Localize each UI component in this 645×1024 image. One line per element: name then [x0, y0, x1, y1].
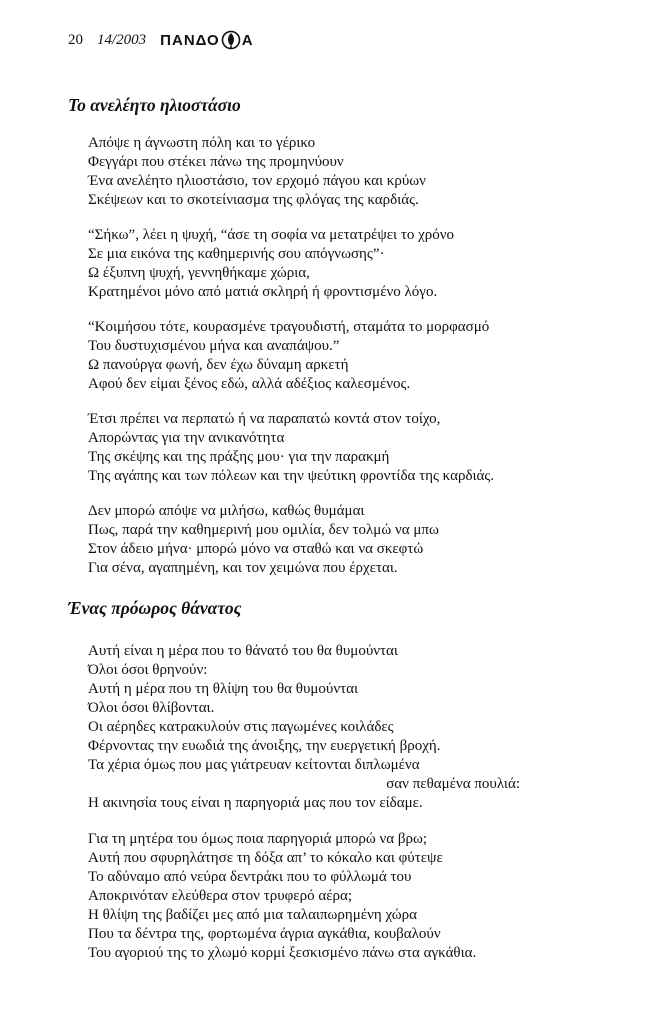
poem-line: Αυτή είναι η μέρα που το θάνατό του θα θυμούνται	[88, 643, 398, 659]
page-header	[68, 30, 254, 50]
poem-line: Το αδύναμο από νεύρα δεντράκι που το φύλλωμά του	[88, 869, 412, 885]
poem-line: Για σένα, αγαπημένη, και τον χειμώνα που έρχεται.	[88, 560, 398, 576]
magazine-title-left: ΠΑΝΔΟ	[160, 31, 220, 49]
poem-line: Της σκέψης και της πράξης μου· για την παρακμή	[88, 449, 390, 465]
poem-line: Κρατημένοι μόνο από ματιά σκληρή ή φροντισμένο λόγο.	[88, 284, 438, 300]
poem-line-indented: σαν πεθαμένα πουλιά:	[386, 776, 520, 792]
poem-line: Ω πανούργα φωνή, δεν έχω δύναμη αρκετή	[88, 357, 349, 373]
stanza	[88, 134, 426, 210]
poem-title: Το ανελέητο ηλιοστάσιο	[68, 95, 241, 115]
poem-line: Αποκρινόταν ελεύθερα στον τρυφερό αέρα;	[88, 888, 353, 904]
stanza	[88, 226, 454, 302]
poem-line: “Σήκω”, λέει η ψυχή, “άσε τη σοφία να μετατρέψει το χρόνο	[88, 227, 455, 243]
poem-line: “Κοιμήσου τότε, κουρασμένε τραγουδιστή, σταμάτα το μορφασμό	[88, 319, 490, 335]
poem-title: Ένας πρόωρος θάνατος	[68, 598, 242, 618]
poem-line: Τα χέρια όμως που μας γιάτρευαν κείτονται διπλωμένα	[88, 757, 420, 773]
poem-line: Δεν μπορώ απόψε να μιλήσω, καθώς θυμάμαι	[88, 503, 365, 519]
poem-line: Αφού δεν είμαι ξένος εδώ, αλλά αδέξιος καλεσμένος.	[88, 376, 411, 392]
poem-line: Φεγγάρι που στέκει πάνω της προμηνύουν	[88, 154, 344, 170]
poem-line: Αυτή που σφυρηλάτησε τη δόξα απ’ το κόκαλο και φύτεψε	[88, 850, 443, 866]
issue-number: 14/2003	[97, 31, 147, 48]
poem-line: Πως, παρά την καθημερινή μου ομιλία, δεν τολμώ να μπω	[88, 522, 439, 538]
stanza	[88, 318, 489, 394]
poem-line: Έτσι πρέπει να περπατώ ή να παραπατώ κοντά στον τοίχο,	[88, 411, 441, 427]
poem-line: Σε μια εικόνα της καθημερινής σου απόγνωσης”·	[88, 246, 385, 262]
leaf-in-circle-icon	[221, 30, 241, 50]
page-number: 20	[68, 31, 83, 48]
poem-line: Οι αέρηδες κατρακυλούν στις παγωμένες κοιλάδες	[88, 719, 394, 735]
poem-line: Φέρνοντας την ευωδιά της άνοιξης, την ευεργετική βροχή.	[88, 738, 441, 754]
stanza	[88, 642, 520, 813]
stanza	[88, 410, 494, 486]
poem-line: Απόψε η άγνωστη πόλη και το γέρικο	[88, 135, 316, 151]
poem-line: Του δυστυχισμένου μήνα και αναπάψου.”	[88, 338, 340, 354]
poem-line: Στον άδειο μήνα· μπορώ μόνο να σταθώ και να σκεφτώ	[88, 541, 424, 557]
poem-line: Ω έξυπνη ψυχή, γεννηθήκαμε χώρια,	[88, 265, 310, 281]
poem-line: Όλοι όσοι θλίβονται.	[88, 700, 215, 716]
poem-line: Η ακινησία τους είναι η παρηγοριά μας που τον είδαμε.	[88, 795, 423, 811]
stanza	[88, 830, 476, 963]
poem-line: Όλοι όσοι θρηνούν:	[88, 662, 208, 678]
poem-line: Σκέψεων και το σκοτείνιασμα της φλόγας της καρδιάς.	[88, 192, 419, 208]
poem-line: Που τα δέντρα της, φορτωμένα άγρια αγκάθια, κουβαλούν	[88, 926, 441, 942]
magazine-title	[160, 30, 253, 50]
poem-line: Του αγοριού της το χλωμό κορμί ξεσκισμένο πάνω στα αγκάθια.	[88, 945, 477, 961]
poem-line: Ένα ανελέητο ηλιοστάσιο, τον ερχομό πάγου και κρύων	[88, 173, 426, 189]
stanza	[88, 502, 439, 578]
poem-line: Αυτή η μέρα που τη θλίψη του θα θυμούνται	[88, 681, 359, 697]
poem-line: Της αγάπης και των πόλεων και την ψεύτικη φροντίδα της καρδιάς.	[88, 468, 495, 484]
poem-line: Απορώντας για την ανικανότητα	[88, 430, 285, 446]
magazine-title-right: Α	[241, 31, 254, 49]
poem-line: Η θλίψη της βαδίζει μες από μια ταλαιπωρημένη χώρα	[88, 907, 418, 923]
poem-line: Για τη μητέρα του όμως ποια παρηγοριά μπορώ να βρω;	[88, 831, 428, 847]
